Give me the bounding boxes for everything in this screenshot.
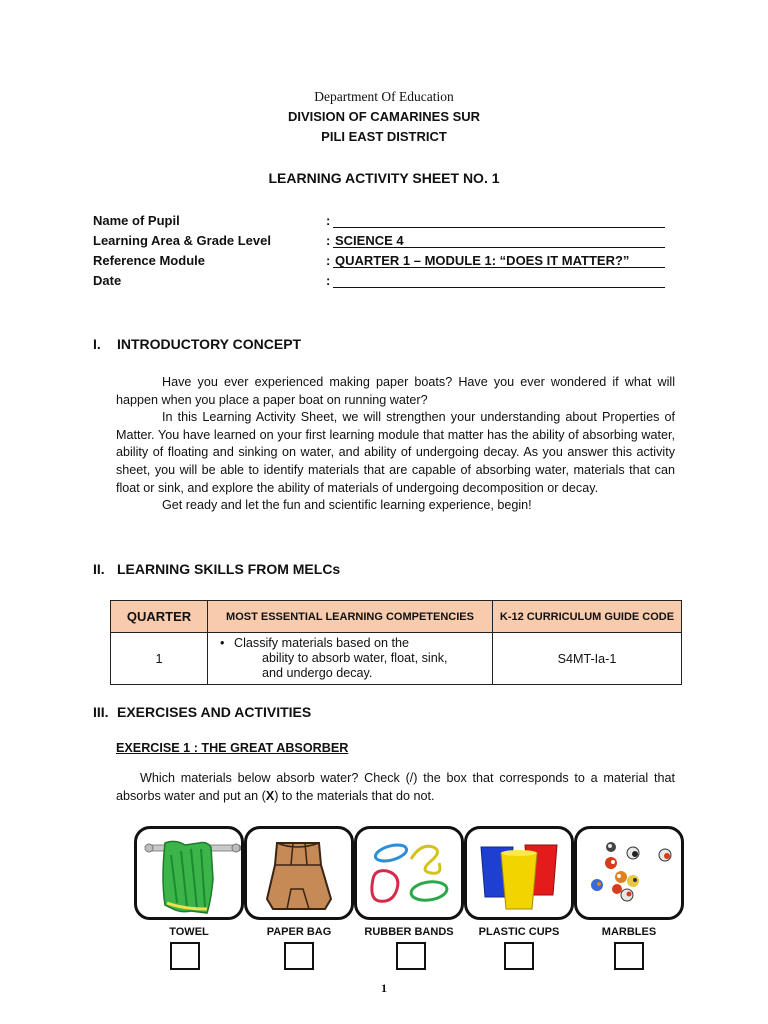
section-heading-introductory <box>93 336 301 352</box>
section-heading-exercises <box>93 704 311 720</box>
cell-code: S4MT-Ia-1 <box>493 633 682 685</box>
material-label: PLASTIC CUPS <box>478 926 560 938</box>
table-row <box>111 633 682 685</box>
rubber-bands-checkbox[interactable] <box>396 942 426 970</box>
marbles-icon <box>577 829 681 917</box>
competency-text: and undergo decay. <box>262 666 373 680</box>
material-label: MARBLES <box>601 926 657 938</box>
material-label: TOWEL <box>169 926 209 938</box>
material-card-paper-bag <box>244 826 354 920</box>
exercise-title: EXERCISE 1 : THE GREAT ABSORBER <box>116 741 349 755</box>
paragraph: Have you ever experienced making paper boats? Have you ever wondered if what will happen when you place a paper boat on running water? <box>116 375 675 407</box>
material-label: PAPER BAG <box>266 926 332 938</box>
section-title: LEARNING SKILLS FROM MELCs <box>117 561 341 577</box>
district-name: PILI EAST DISTRICT <box>321 129 447 144</box>
paragraph: In this Learning Activity Sheet, we will strengthen your understanding about Properties of Matter. You have learned on your first learning module that matter has the ability of absorbing water, ability of floating and sinking on water, and ability of undergoing decay. As you answer this activity sheet, you will be able to identify materials that are capable of absorbing water, materials that can float or sink, and explore the ability of materials of undergoing decomposition or decay. <box>116 410 675 495</box>
info-row-learning-area <box>93 233 693 251</box>
material-card-plastic-cups <box>464 826 574 920</box>
info-row-name <box>93 213 693 231</box>
instruction-bold: X <box>265 789 275 803</box>
competency-line <box>220 636 492 651</box>
page-number: 1 <box>381 981 387 995</box>
rubber-bands-icon <box>357 829 461 917</box>
division-name: DIVISION OF CAMARINES SUR <box>287 109 481 124</box>
info-label: Learning Area & Grade Level <box>93 233 271 248</box>
section-title: INTRODUCTORY CONCEPT <box>117 336 302 352</box>
instruction-text: ) to the materials that do not. <box>274 789 435 803</box>
section-number: II. <box>93 561 105 577</box>
paper-bag-checkbox[interactable] <box>284 942 314 970</box>
section-heading-learning-skills <box>93 561 340 577</box>
towel-icon <box>137 829 241 917</box>
info-value: SCIENCE 4 <box>335 233 404 248</box>
material-label: RUBBER BANDS <box>364 926 454 938</box>
info-colon: : <box>326 273 331 288</box>
exercise-instruction <box>116 769 675 805</box>
melc-table <box>110 600 682 685</box>
date-field[interactable] <box>333 273 665 288</box>
info-colon: : <box>326 233 331 248</box>
header-curriculum-code: K-12 CURRICULUM GUIDE CODE <box>493 601 682 633</box>
cell-quarter: 1 <box>111 633 208 685</box>
plastic-cups-checkbox[interactable] <box>504 942 534 970</box>
cell-competency <box>208 633 493 685</box>
competency-text: ability to absorb water, float, sink, <box>262 651 448 665</box>
info-colon: : <box>326 253 331 268</box>
info-label: Reference Module <box>93 253 205 268</box>
towel-checkbox[interactable] <box>170 942 200 970</box>
name-field[interactable] <box>333 213 665 228</box>
info-colon: : <box>326 213 331 228</box>
material-card-towel <box>134 826 244 920</box>
header-quarter: QUARTER <box>111 601 208 633</box>
material-card-marbles <box>574 826 684 920</box>
info-row-date <box>93 273 693 291</box>
paragraph: Get ready and let the fun and scientific learning experience, begin! <box>162 498 532 513</box>
plastic-cups-icon <box>467 829 571 917</box>
instruction-text: Which materials below absorb water? Check (/) the box that corresponds to a material that absorbs water and put an ( <box>116 771 675 803</box>
info-value: QUARTER 1 – MODULE 1: “DOES IT MATTER?” <box>335 253 630 268</box>
section-number: I. <box>93 336 101 352</box>
paper-bag-icon <box>247 829 351 917</box>
sheet-title: LEARNING ACTIVITY SHEET NO. 1 <box>268 170 500 186</box>
info-label: Name of Pupil <box>93 213 180 228</box>
competency-text: Classify materials based on the <box>234 636 409 650</box>
info-row-reference-module <box>93 253 693 271</box>
table-header-row <box>111 601 682 633</box>
department-name: Department Of Education <box>314 89 454 104</box>
introductory-text <box>116 374 675 515</box>
header-competencies: MOST ESSENTIAL LEARNING COMPETENCIES <box>208 601 493 633</box>
bullet: • <box>220 636 225 650</box>
material-card-rubber-bands <box>354 826 464 920</box>
marbles-checkbox[interactable] <box>614 942 644 970</box>
section-number: III. <box>93 704 109 720</box>
info-label: Date <box>93 273 122 288</box>
section-title: EXERCISES AND ACTIVITIES <box>117 704 312 720</box>
